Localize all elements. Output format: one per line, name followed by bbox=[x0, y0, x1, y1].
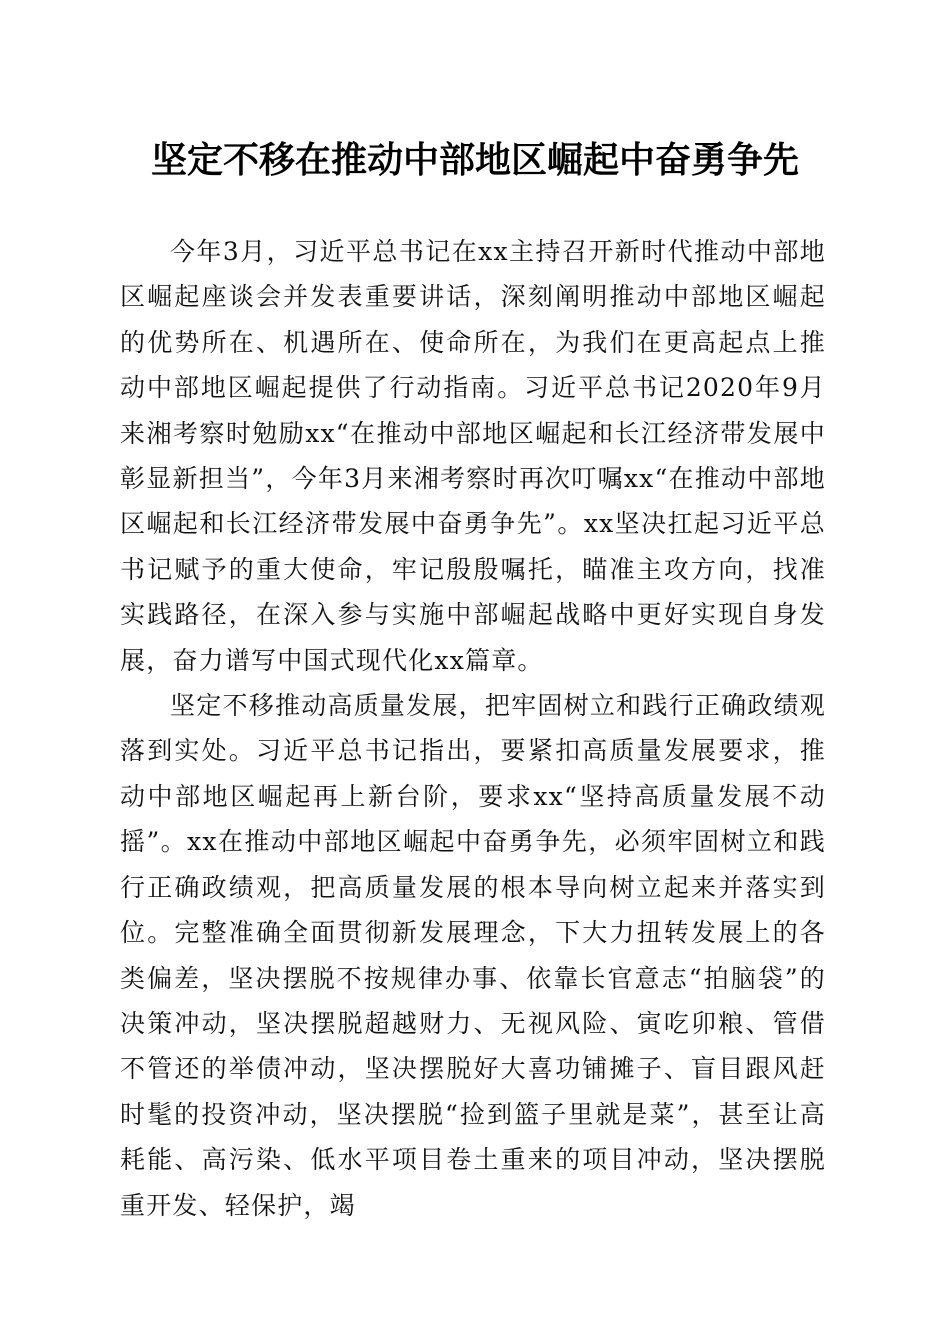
document-body bbox=[120, 229, 826, 1228]
paragraph-2: 坚定不移推动高质量发展，把牢固树立和践行正确政绩观落到实处。习近平总书记指出，要紧扣高质量发展要求，推动中部地区崛起再上新台阶，要求xx“坚持高质量发展不动摇”。xx在推动中部地区崛起中奋勇争先，必须牢固树立和践行正确政绩观，把高质量发展的根本导向树立起来并落实到位。完整准确全面贯彻新发展理念，下大力扭转发展上的各类偏差，坚决摆脱不按规律办事、依靠长官意志“拍脑袋”的决策冲动，坚决摆脱超越财力、无视风险、寅吃卯粮、管借不管还的举债冲动，坚决摆脱好大喜功铺摊子、盲目跟风赶时髦的投资冲动，坚决摆脱“捡到篮子里就是菜”，甚至让高耗能、高污染、低水平项目卷土重来的项目冲动，坚决摆脱重开发、轻保护，竭 bbox=[120, 691, 826, 1220]
paragraph-1: 今年3月，习近平总书记在xx主持召开新时代推动中部地区崛起座谈会并发表重要讲话，深刻阐明推动中部地区崛起的优势所在、机遇所在、使命所在，为我们在更高起点上推动中部地区崛起提供了行动指南。习近平总书记2020年9月来湘考察时勉励xx“在推动中部地区崛起和长江经济带发展中彰显新担当”，今年3月来湘考察时再次叮嘱xx“在推动中部地区崛起和长江经济带发展中奋勇争先”。xx坚决扛起习近平总书记赋予的重大使命，牢记殷殷嘱托，瞄准主攻方向，找准实践路径，在深入参与实施中部崛起战略中更好实现自身发展，奋力谱写中国式现代化xx篇章。 bbox=[120, 237, 826, 675]
document-title: 坚定不移在推动中部地区崛起中奋勇争先 bbox=[150, 139, 799, 181]
